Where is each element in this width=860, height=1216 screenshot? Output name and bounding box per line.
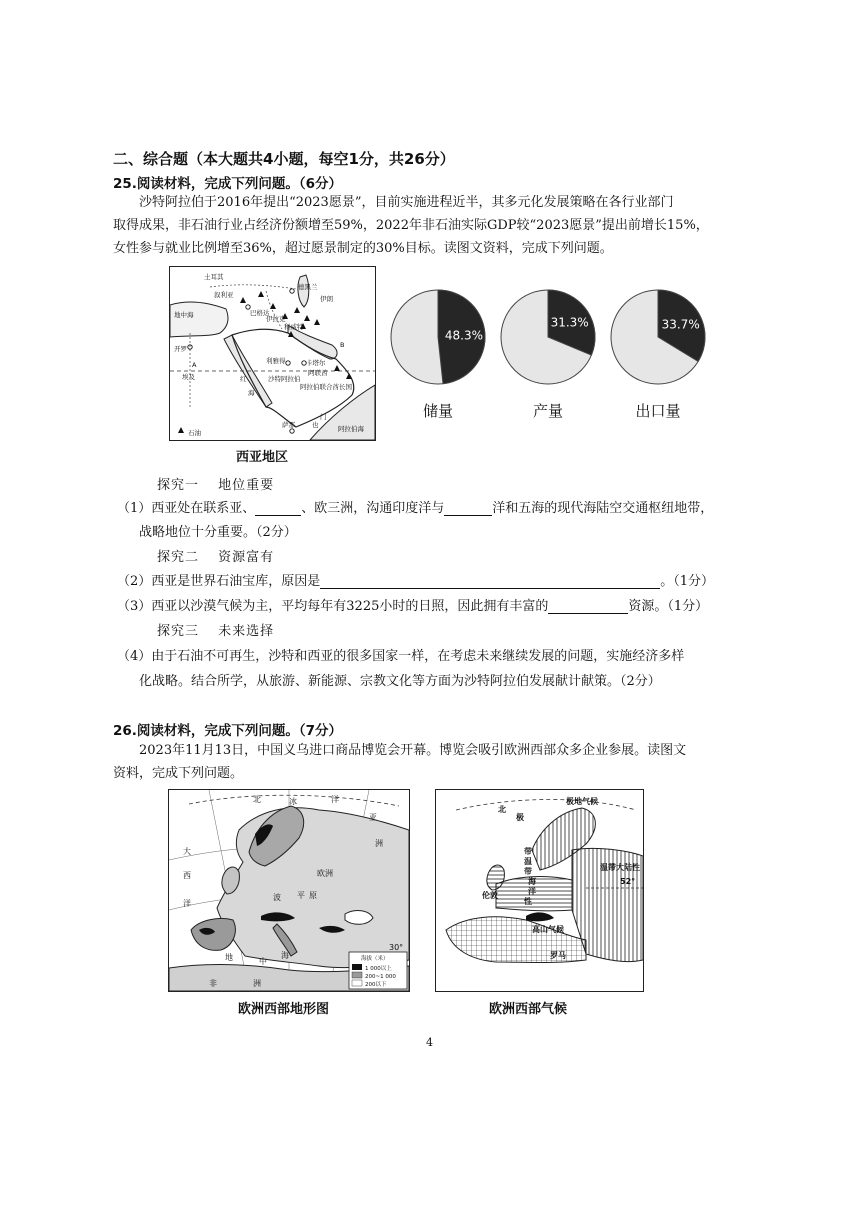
topo-label-9: 平 [297, 891, 305, 900]
q25-3-text-a: （3）西亚以沙漠气候为主，平均每年有3225小时的日照，因此拥有丰富的 [117, 599, 549, 614]
west-asia-label-6: 地中海 [174, 311, 194, 319]
topo-label-2: 洋 [331, 795, 339, 804]
q25-3-blank[interactable] [548, 599, 628, 614]
topo-label-15: 非 [209, 979, 217, 988]
west-asia-map-drawing [170, 267, 375, 440]
topo-label-0: 北 [253, 795, 261, 804]
q25-2-text-a: （2）西亚是世界石油宝库，原因是 [117, 574, 321, 589]
topo-label-8: 欧洲 [317, 869, 333, 878]
explore-2-heading: 探究二 资源富有 [157, 550, 275, 565]
west-asia-label-20: 海 [248, 389, 255, 397]
pie-chart-group [386, 285, 706, 421]
q25-3-text-b: 资源。（1分） [628, 599, 709, 614]
topo-label-5: 大 [183, 847, 191, 856]
west-asia-label-9: 埃及 [182, 373, 195, 381]
topo-legend-title: 海拔（米） [361, 956, 389, 962]
europe-topo-drawing [169, 790, 409, 991]
west-asia-legend-oil: 石油 [188, 429, 201, 437]
europe-topo-map [168, 789, 410, 992]
climate-label-0: 极地气候 [566, 797, 598, 806]
climate-label-10: 温带大陆性 [600, 863, 640, 872]
climate-label-7: 洋 [528, 887, 536, 896]
west-asia-label-13: 沙特阿拉伯 [268, 375, 301, 383]
topo-label-16: 洲 [253, 979, 261, 988]
topo-label-12: 地 [225, 953, 233, 962]
q26-material [113, 739, 753, 785]
west-asia-label-7: 科威特 [284, 323, 304, 331]
q25-2-text-b: 。（1分） [660, 574, 715, 589]
topo-legend-item-2: 200以下 [365, 982, 387, 988]
q25-3-line [117, 595, 708, 614]
pie-0-category-label: 储量 [422, 402, 454, 420]
explore-3-heading: 探究三 未来选择 [157, 624, 275, 639]
climate-label-11: 高山气候 [532, 925, 564, 934]
west-asia-label-18: 阿拉伯海 [338, 425, 364, 433]
q25-1-line-2: 战略地位十分重要。（2分） [139, 525, 297, 540]
topo-legend [349, 952, 407, 989]
west-asia-label-4: 伊拉克 [266, 315, 286, 323]
topo-legend-item-0: 1 000以上 [365, 966, 392, 972]
q25-2-line [117, 570, 714, 589]
q25-1-blank-2[interactable] [444, 501, 492, 516]
west-asia-label-15: 萨那 [282, 421, 295, 429]
section-title: 二、综合题（本大题共4小题，每空1分，共26分） [113, 150, 455, 168]
topo-label-1: 冰 [289, 797, 297, 806]
climate-label-5: 带 [524, 867, 532, 876]
west-asia-label-8: 开罗 [174, 345, 187, 353]
q25-material-line-3: 女性参与就业比例增至36%，超过愿景制定的30%目标。读图文资料，完成下列问题。 [113, 241, 613, 256]
pie-charts [386, 285, 706, 421]
west-asia-label-21: A [192, 361, 197, 369]
topo-legend-item-1: 200~1 000 [365, 974, 396, 980]
q25-4-line-1: （4）由于石油不可再生，沙特和西亚的很多国家一样，在考虑未来继续发展的问题，实施经济多样 [117, 649, 685, 664]
q25-1-text-c: 洋和五海的现代海陆空交通枢纽地带， [492, 501, 714, 516]
climate-label-8: 性 [524, 897, 532, 906]
topo-label-14: 海 [281, 951, 289, 960]
topo-label-17: 30° [389, 943, 404, 952]
climate-label-6: 海 [528, 877, 536, 886]
q25-1-text-a: （1）西亚处在联系亚、 [117, 501, 256, 516]
west-asia-label-22: B [340, 341, 345, 349]
topo-label-4: 洲 [375, 839, 383, 848]
pie-2-category-label: 出口量 [635, 402, 681, 420]
west-asia-label-17: 门 [320, 413, 327, 421]
climate-label-1: 北 [498, 805, 506, 814]
europe-climate-drawing [436, 790, 643, 991]
topo-label-3: 亚 [369, 813, 377, 822]
climate-label-12: 罗马 [550, 951, 566, 960]
climate-label-13: 52° [620, 877, 636, 886]
west-asia-label-14: 阿拉伯联合酋长国 [300, 383, 352, 391]
west-asia-label-3: 德黑兰 [298, 283, 318, 291]
west-asia-label-16: 也 [312, 421, 319, 429]
topo-label-11: 波 [273, 893, 281, 902]
topo-label-7: 洋 [183, 899, 191, 908]
q25-material [113, 191, 753, 260]
west-asia-label-12: 阿联酋 [308, 369, 328, 377]
topo-label-13: 中 [259, 957, 267, 966]
q25-title: 25.阅读材料，完成下列问题。（6分） [113, 176, 343, 192]
west-asia-label-10: 利雅得 [266, 357, 286, 365]
europe-climate-caption: 欧洲西部气候 [489, 1002, 568, 1017]
pie-1-value-label: 31.3% [550, 315, 589, 330]
explore-1-heading: 探究一 地位重要 [157, 478, 275, 493]
climate-label-9: 伦敦 [482, 891, 498, 900]
q25-1-blank-1[interactable] [255, 501, 301, 516]
q26-title: 26.阅读材料，完成下列问题。（7分） [113, 723, 343, 739]
q26-material-line-2: 资料，完成下列问题。 [113, 766, 244, 781]
west-asia-label-2: 巴格达 [250, 309, 270, 317]
q25-1-line-1 [117, 497, 713, 516]
west-asia-label-1: 叙利亚 [214, 291, 234, 299]
q25-2-blank[interactable] [320, 574, 660, 589]
pie-0-value-label: 48.3% [444, 328, 484, 343]
west-asia-label-11: 卡塔尔 [306, 359, 326, 367]
west-asia-label-19: 红 [240, 375, 247, 383]
west-asia-label-0: 土耳其 [204, 273, 224, 281]
west-asia-label-5: 伊朗 [320, 295, 333, 303]
west-asia-map-caption: 西亚地区 [236, 450, 289, 465]
q25-1-text-b: 、欧三洲，沟通印度洋与 [301, 501, 445, 516]
q25-4-line-2: 化战略。结合所学，从旅游、新能源、宗教文化等方面为沙特阿拉伯发展献计献策。（2分） [139, 674, 661, 689]
q25-material-line-2: 取得成果，非石油行业占经济份额增至59%，2022年非石油实际GDP较“2023愿景”提出前增长15%， [113, 218, 709, 233]
climate-label-4: 温 [524, 857, 532, 866]
climate-label-3: 带 [524, 847, 532, 856]
pie-2-value-label: 33.7% [661, 317, 700, 332]
topo-label-10: 原 [309, 891, 317, 900]
page-number: 4 [426, 1036, 433, 1049]
topo-label-6: 西 [183, 871, 191, 880]
pie-1-category-label: 产量 [532, 402, 564, 420]
europe-climate-map [435, 789, 644, 992]
west-asia-map [169, 266, 376, 441]
europe-topo-caption: 欧洲西部地形图 [238, 1002, 330, 1017]
q25-material-line-1: 沙特阿拉伯于2016年提出“2023愿景”，目前实施进程近半，其多元化发展策略在各行业部门 [139, 195, 674, 210]
climate-label-2: 极 [516, 813, 524, 822]
q26-material-line-1: 2023年11月13日，中国义乌进口商品博览会开幕。博览会吸引欧洲西部众多企业参展。读图文 [139, 743, 687, 758]
